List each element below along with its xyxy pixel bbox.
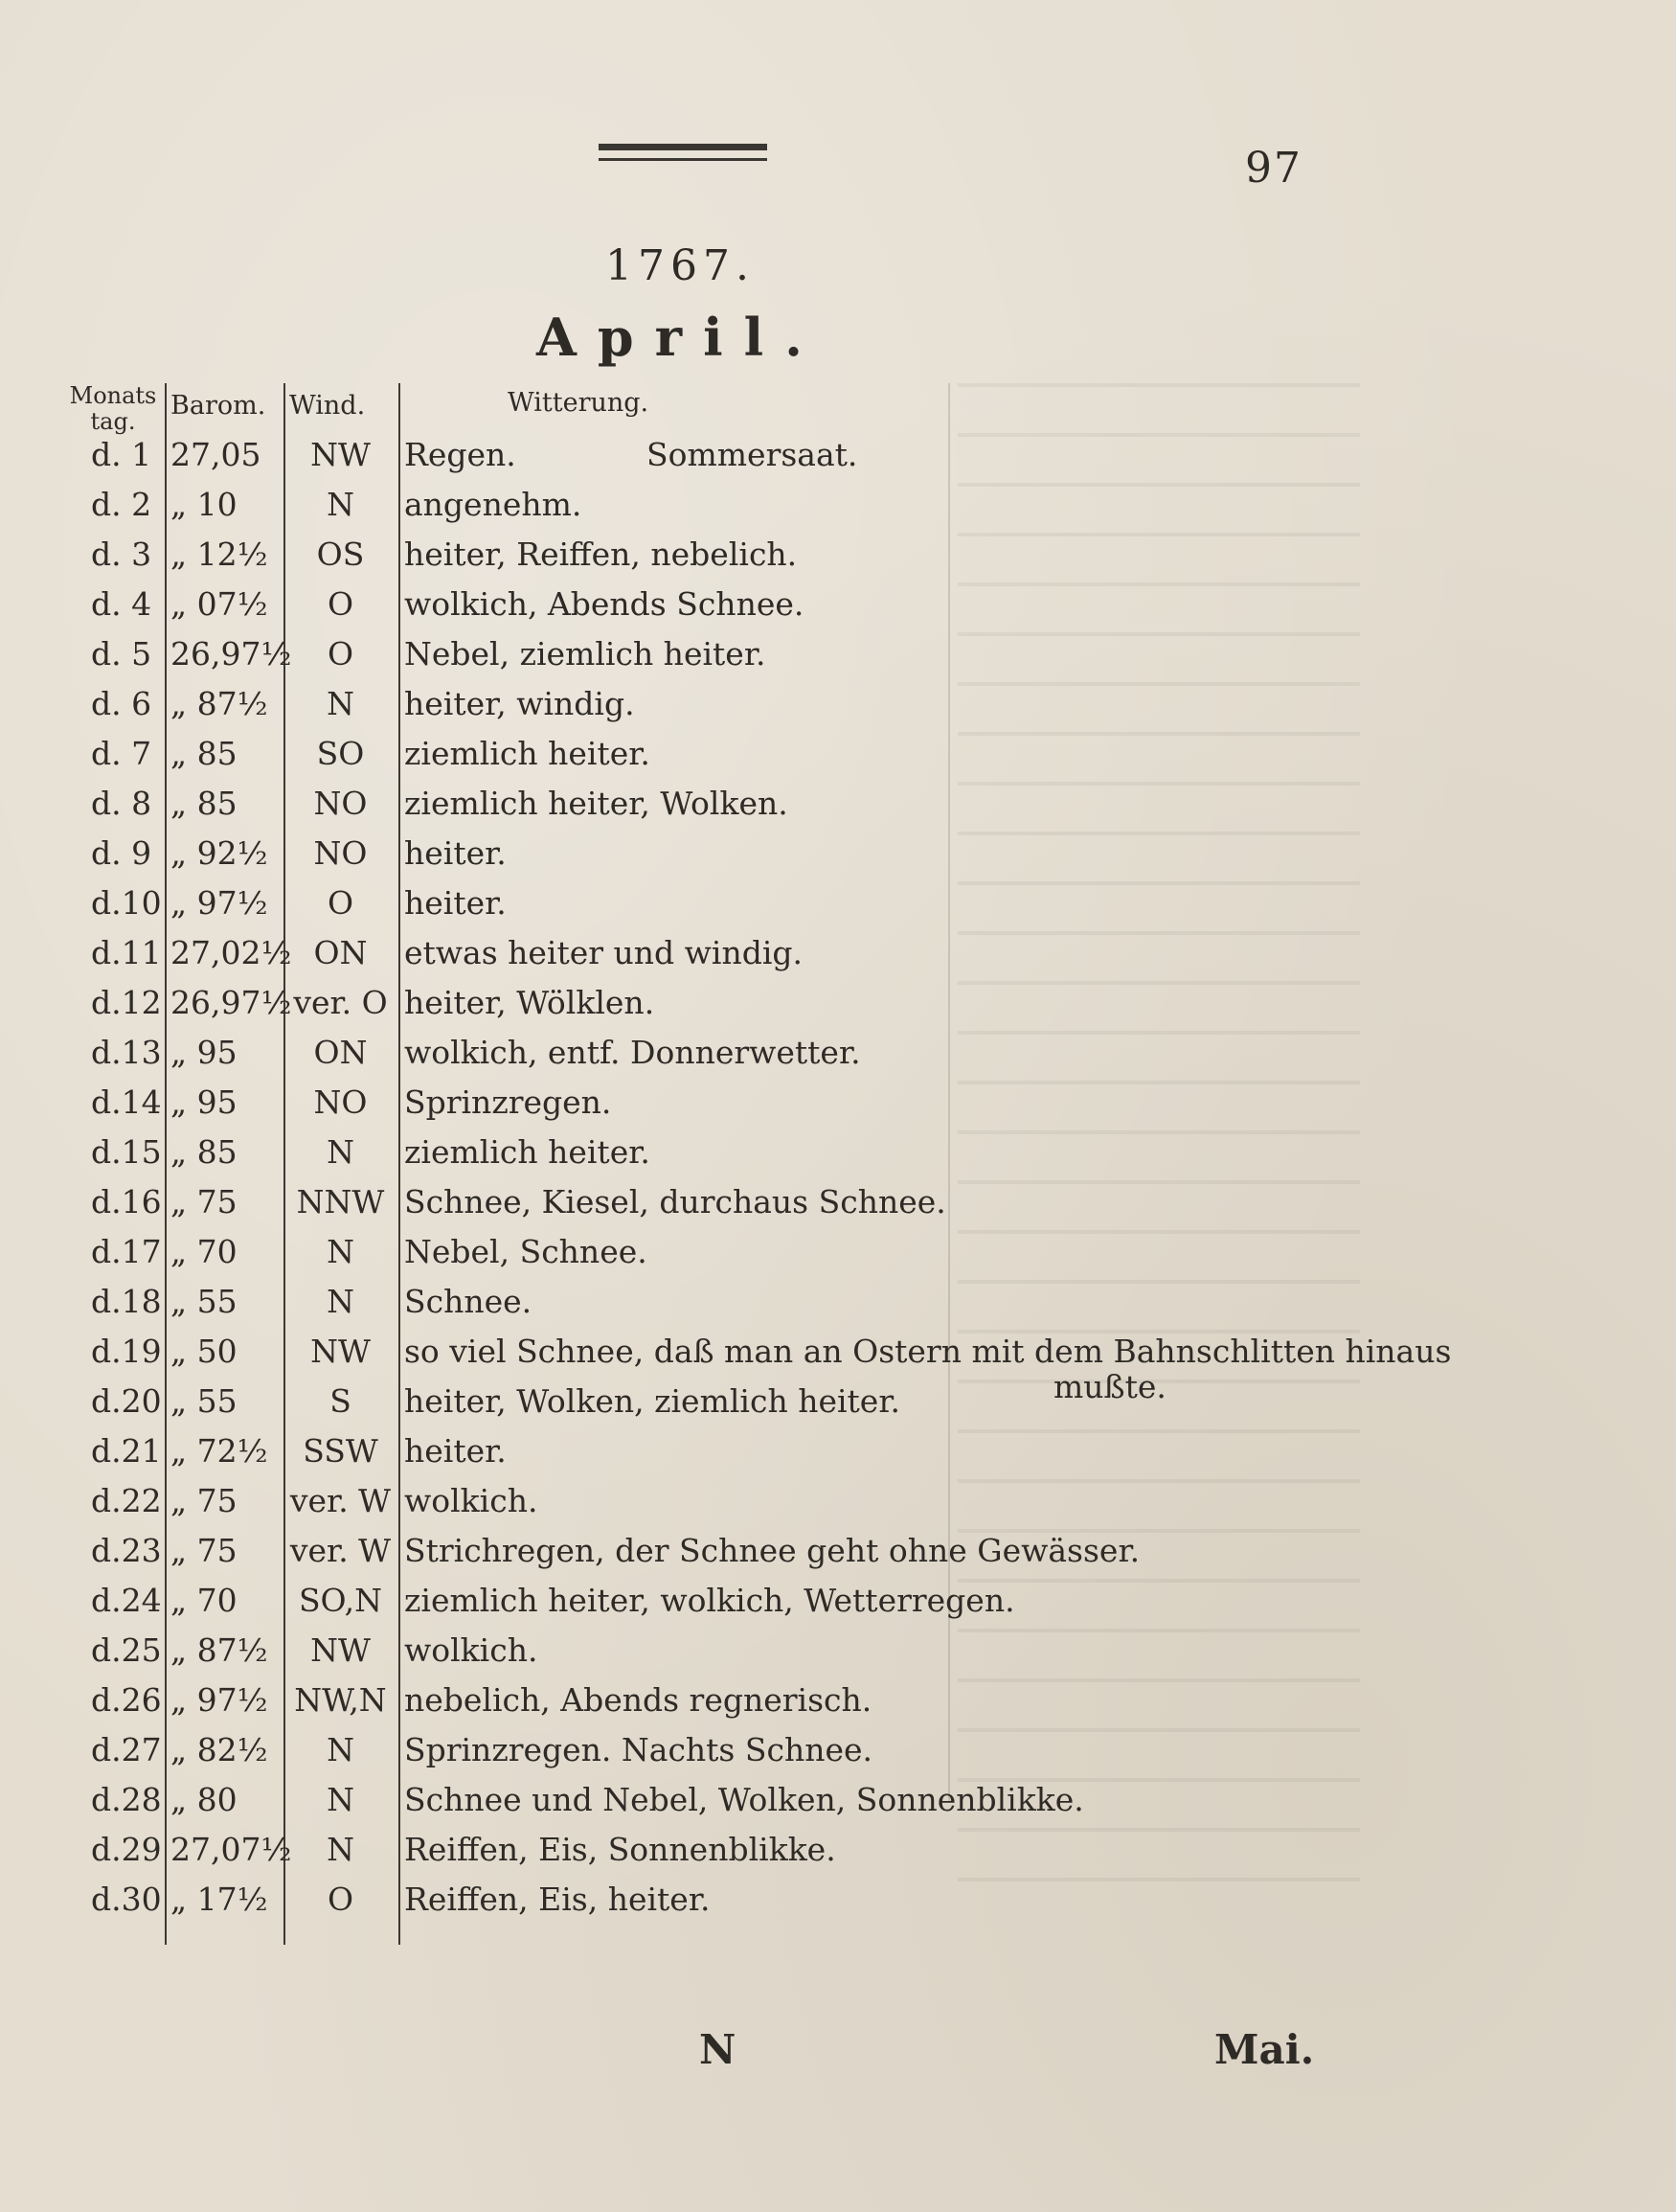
table-row: d. 7 „ 85 SO ziemlich heiter. (91, 735, 650, 772)
header-barometer: Barom. (170, 391, 266, 421)
table-row: d.25 „ 87½ NW wolkich. (91, 1631, 538, 1669)
table-row: d.10 „ 97½ O heiter. (91, 884, 507, 922)
catchword: Mai. (1214, 2026, 1315, 2073)
table-row: d. 6 „ 87½ N heiter, windig. (91, 685, 635, 722)
table-row: d.11 27,02½ ON etwas heiter und windig. (91, 934, 803, 971)
table-row: d. 8 „ 85 NO ziemlich heiter, Wolken. (91, 785, 788, 822)
table-row: d.18 „ 55 N Schnee. (91, 1283, 532, 1320)
table-row: d.28 „ 80 N Schnee und Nebel, Wolken, Sonnenblikke. (91, 1781, 1084, 1818)
header-witterung: Witterung. (508, 388, 649, 418)
table-row: d.29 27,07½ N Reiffen, Eis, Sonnenblikke. (91, 1831, 836, 1868)
table-row: d.12 26,97½ ver. O heiter, Wölklen. (91, 984, 655, 1021)
table-row: d.21 „ 72½ SSW heiter. (91, 1432, 507, 1470)
table-row: d.22 „ 75 ver. W wolkich. (91, 1482, 538, 1519)
header-monatstag: Monats tag. (69, 382, 157, 435)
table-row: d.13 „ 95 ON wolkich, entf. Donnerwetter. (91, 1034, 861, 1071)
page-number: 97 (1245, 144, 1302, 193)
table-row: d.20 „ 55 S heiter, Wolken, ziemlich heiter. (91, 1382, 900, 1420)
table-row: d.30 „ 17½ O Reiffen, Eis, heiter. (91, 1881, 711, 1918)
table-row: d. 9 „ 92½ NO heiter. (91, 834, 507, 872)
table-row: d. 4 „ 07½ O wolkich, Abends Schnee. (91, 585, 804, 623)
header-wind: Wind. (289, 391, 366, 421)
header-rule (599, 144, 767, 161)
table-row: d.17 „ 70 N Nebel, Schnee. (91, 1233, 647, 1270)
table-row: d. 1 27,05 NW Regen. Sommersaat. (91, 436, 858, 473)
table-row: d. 5 26,97½ O Nebel, ziemlich heiter. (91, 635, 766, 673)
table-row: d.19 „ 50 NW so viel Schnee, daß man an Ostern mit dem Bahnschlitten hinaus (91, 1333, 1452, 1370)
table-row: d.26 „ 97½ NW,N nebelich, Abends regnerisch. (91, 1681, 872, 1719)
continuation-word: mußte. (1053, 1368, 1166, 1405)
year-title: 1767. (605, 241, 755, 290)
signature-mark: N (699, 2026, 736, 2073)
table-row: d.27 „ 82½ N Sprinzregen. Nachts Schnee. (91, 1731, 873, 1768)
table-row: d.15 „ 85 N ziemlich heiter. (91, 1133, 650, 1171)
month-title: April. (536, 307, 824, 368)
table-row: d.14 „ 95 NO Sprinzregen. (91, 1083, 612, 1121)
table-row: d. 3 „ 12½ OS heiter, Reiffen, nebelich. (91, 536, 798, 573)
table-row: d.24 „ 70 SO,N ziemlich heiter, wolkich, Wetterregen. (91, 1582, 1015, 1619)
table-row: d.16 „ 75 NNW Schnee, Kiesel, durchaus Schnee. (91, 1183, 946, 1220)
table-row: d. 2 „ 10 N angenehm. (91, 486, 582, 523)
table-row: d.23 „ 75 ver. W Strichregen, der Schnee geht ohne Gewässer. (91, 1532, 1141, 1569)
